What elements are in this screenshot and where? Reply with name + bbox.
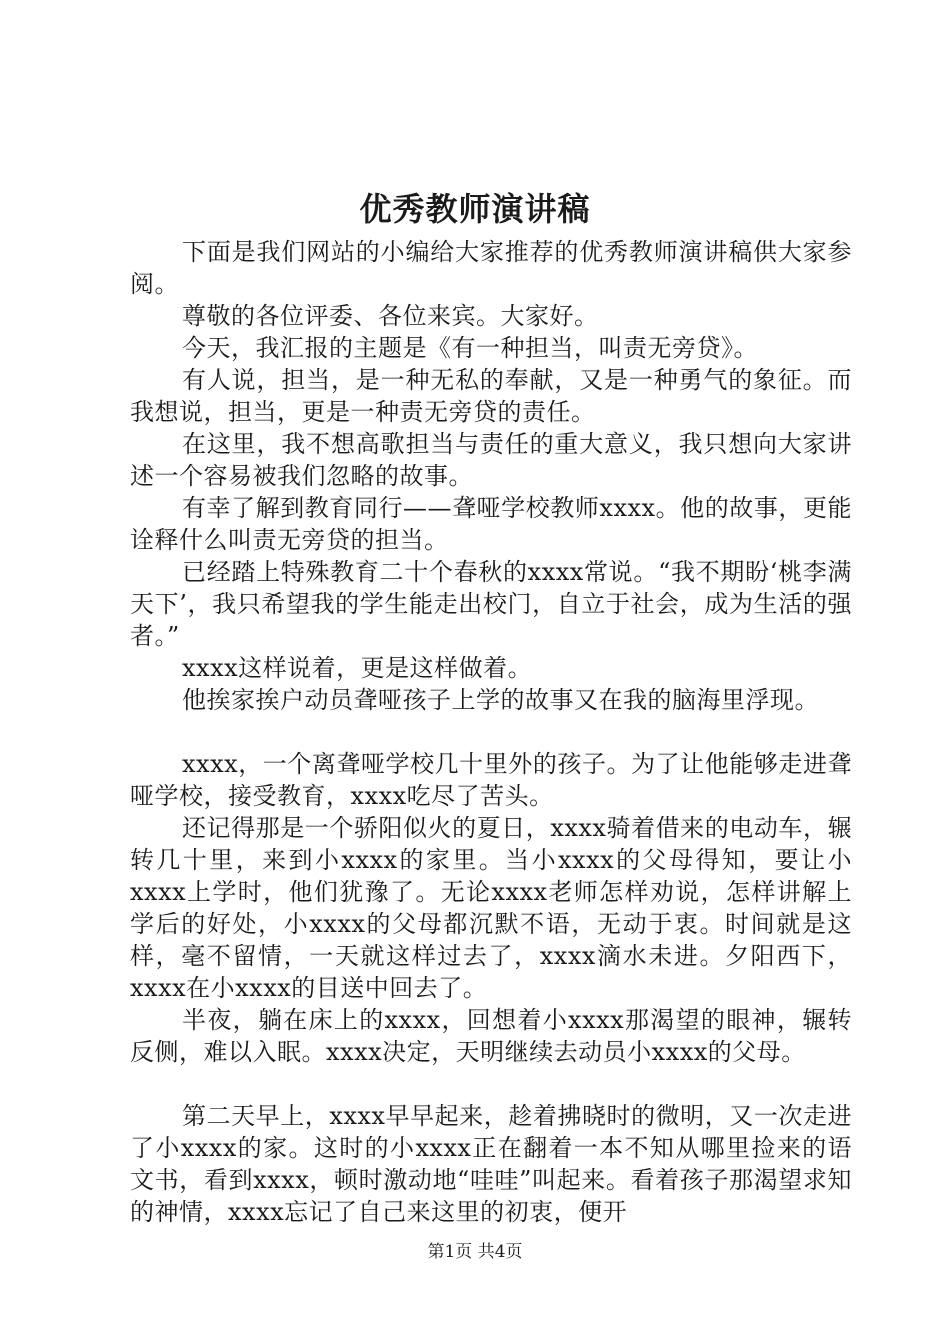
paragraph: 还记得那是一个骄阳似火的夏日，xxxx骑着借来的电动车，辗转几十里，来到小xxxx的家里。当小xxxx的父母得知，要让小xxxx上学时，他们犹豫了。无论xxxx老师怎样劝说，怎样讲解上学后的好处，小xxxx的父母都沉默不语，无动于衷。时间就是这样，毫不留情，一天就这样过去了，xxxx滴水未进。夕阳西下，xxxx在小xxxx的目送中回去了。 <box>130 814 852 1002</box>
paragraph: 尊敬的各位评委、各位来宾。大家好。 <box>182 302 599 330</box>
paragraph: 下面是我们网站的小编给大家推荐的优秀教师演讲稿供大家参阅。 <box>130 238 852 298</box>
document-title: 优秀教师演讲稿 <box>359 190 591 228</box>
paragraph: 他挨家挨户动员聋哑孩子上学的故事又在我的脑海里浮现。 <box>182 686 819 714</box>
page-number-footer: 第1页 共4页 <box>427 1242 523 1262</box>
paragraph: 有人说，担当，是一种无私的奉献，又是一种勇气的象征。而我想说，担当，更是一种责无旁贷的责任。 <box>130 366 852 426</box>
document-body <box>130 236 852 1228</box>
paragraph: 今天，我汇报的主题是《有一种担当，叫责无旁贷》。 <box>182 334 758 362</box>
paragraph: xxxx，一个离聋哑学校几十里外的孩子。为了让他能够走进聋哑学校，接受教育，xxxx吃尽了苦头。 <box>130 750 852 810</box>
paragraph: 有幸了解到教育同行——聋哑学校教师xxxx。他的故事，更能诠释什么叫责无旁贷的担当。 <box>130 494 852 554</box>
paragraph: 在这里，我不想高歌担当与责任的重大意义，我只想向大家讲述一个容易被我们忽略的故事。 <box>130 430 852 490</box>
paragraph: 半夜，躺在床上的xxxx，回想着小xxxx那渴望的眼神，辗转反侧，难以入眠。xxxx决定，天明继续去动员小xxxx的父母。 <box>130 1006 852 1066</box>
paragraph: xxxx这样说着，更是这样做着。 <box>182 654 533 682</box>
paragraph: 已经踏上特殊教育二十个春秋的xxxx常说。“我不期盼‘桃李满天下’，我只希望我的学生能走出校门，自立于社会，成为生活的强者。” <box>130 558 852 650</box>
paragraph: 第二天早上，xxxx早早起来，趁着拂晓时的微明，又一次走进了小xxxx的家。这时的小xxxx正在翻着一本不知从哪里捡来的语文书，看到xxxx，顿时激动地“哇哇”叫起来。看着孩子那渴望求知的神情，xxxx忘记了自己来这里的初衷，便开 <box>130 1102 852 1226</box>
